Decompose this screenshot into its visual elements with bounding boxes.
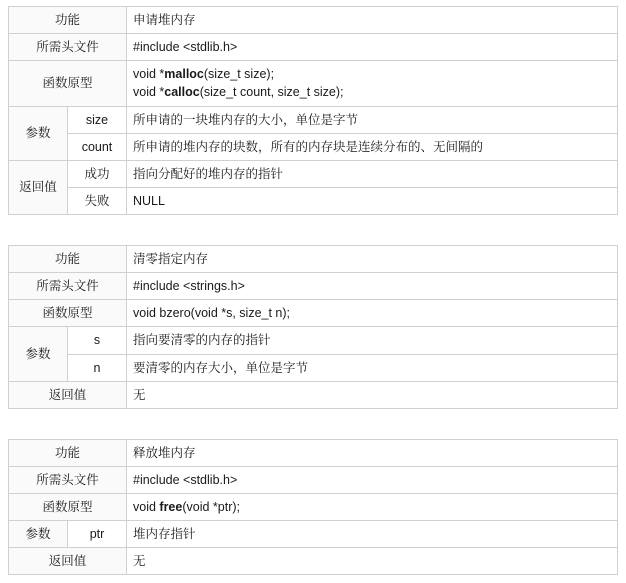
row-value: #include <stdlib.h> — [127, 34, 618, 61]
table-row — [9, 327, 618, 354]
row-label: 所需头文件 — [9, 34, 127, 61]
prototype-suffix: (size_t size); — [203, 67, 275, 82]
prototype-suffix: (size_t count, size_t size); — [199, 85, 344, 100]
prototype-prefix: void * — [133, 85, 165, 100]
row-value: 无 — [127, 548, 618, 575]
table-row — [9, 61, 618, 106]
table-row — [9, 7, 618, 34]
table-row — [9, 439, 618, 466]
row-label: 返回值 — [9, 160, 68, 214]
parameter-name: 失败 — [68, 187, 127, 214]
row-value: 无 — [127, 381, 618, 408]
table-row — [9, 34, 618, 61]
function-prototype — [127, 494, 618, 521]
parameter-description: 要清零的内存大小，单位是字节 — [127, 354, 618, 381]
row-label: 函数原型 — [9, 494, 127, 521]
prototype-suffix: (void *ptr); — [182, 500, 240, 514]
prototype-line — [133, 498, 611, 516]
row-value: 释放堆内存 — [127, 439, 618, 466]
row-label: 功能 — [9, 439, 127, 466]
table-row — [9, 133, 618, 160]
row-label: 返回值 — [9, 381, 127, 408]
prototype-prefix: void — [133, 500, 160, 514]
table-row — [9, 521, 618, 548]
table-row — [9, 273, 618, 300]
table-row — [9, 300, 618, 327]
row-label: 函数原型 — [9, 61, 127, 106]
row-label: 功能 — [9, 7, 127, 34]
row-label: 参数 — [9, 327, 68, 381]
table-row — [9, 246, 618, 273]
function-table — [8, 6, 618, 215]
table-row — [9, 466, 618, 493]
parameter-name: ptr — [68, 521, 127, 548]
table-row — [9, 354, 618, 381]
row-value: #include <stdlib.h> — [127, 466, 618, 493]
row-label: 所需头文件 — [9, 466, 127, 493]
parameter-name: count — [68, 133, 127, 160]
parameter-name: n — [68, 354, 127, 381]
table-row — [9, 548, 618, 575]
parameter-description: 堆内存指针 — [127, 521, 618, 548]
prototype-prefix: void bzero(void *s, size_t n); — [133, 306, 291, 321]
parameter-description: NULL — [127, 187, 618, 214]
parameter-description: 所申请的一块堆内存的大小，单位是字节 — [127, 106, 618, 133]
table-row — [9, 187, 618, 214]
table-row — [9, 160, 618, 187]
row-label: 所需头文件 — [9, 273, 127, 300]
function-table — [8, 245, 618, 409]
row-value: #include <strings.h> — [127, 273, 618, 300]
row-label: 参数 — [9, 106, 68, 160]
prototype-prefix: void * — [133, 67, 165, 82]
parameter-description: 指向要清零的内存的指针 — [127, 327, 618, 354]
prototype-line — [133, 304, 611, 322]
prototype-function-name: calloc — [164, 85, 200, 100]
row-value: 清零指定内存 — [127, 246, 618, 273]
parameter-description: 所申请的堆内存的块数，所有的内存块是连续分布的、无间隔的 — [127, 133, 618, 160]
row-label: 参数 — [9, 521, 68, 548]
row-value: 申请堆内存 — [127, 7, 618, 34]
prototype-line — [133, 65, 611, 83]
prototype-function-name: malloc — [164, 67, 204, 82]
function-table — [8, 439, 618, 576]
row-label: 返回值 — [9, 548, 127, 575]
table-row — [9, 106, 618, 133]
parameter-name: size — [68, 106, 127, 133]
function-reference-tables — [8, 6, 618, 575]
prototype-line — [133, 83, 611, 101]
row-label: 功能 — [9, 246, 127, 273]
parameter-name: 成功 — [68, 160, 127, 187]
prototype-function-name: free — [159, 500, 183, 514]
table-row — [9, 494, 618, 521]
row-label: 函数原型 — [9, 300, 127, 327]
parameter-description: 指向分配好的堆内存的指针 — [127, 160, 618, 187]
table-row — [9, 381, 618, 408]
parameter-name: s — [68, 327, 127, 354]
function-prototype — [127, 61, 618, 106]
function-prototype — [127, 300, 618, 327]
